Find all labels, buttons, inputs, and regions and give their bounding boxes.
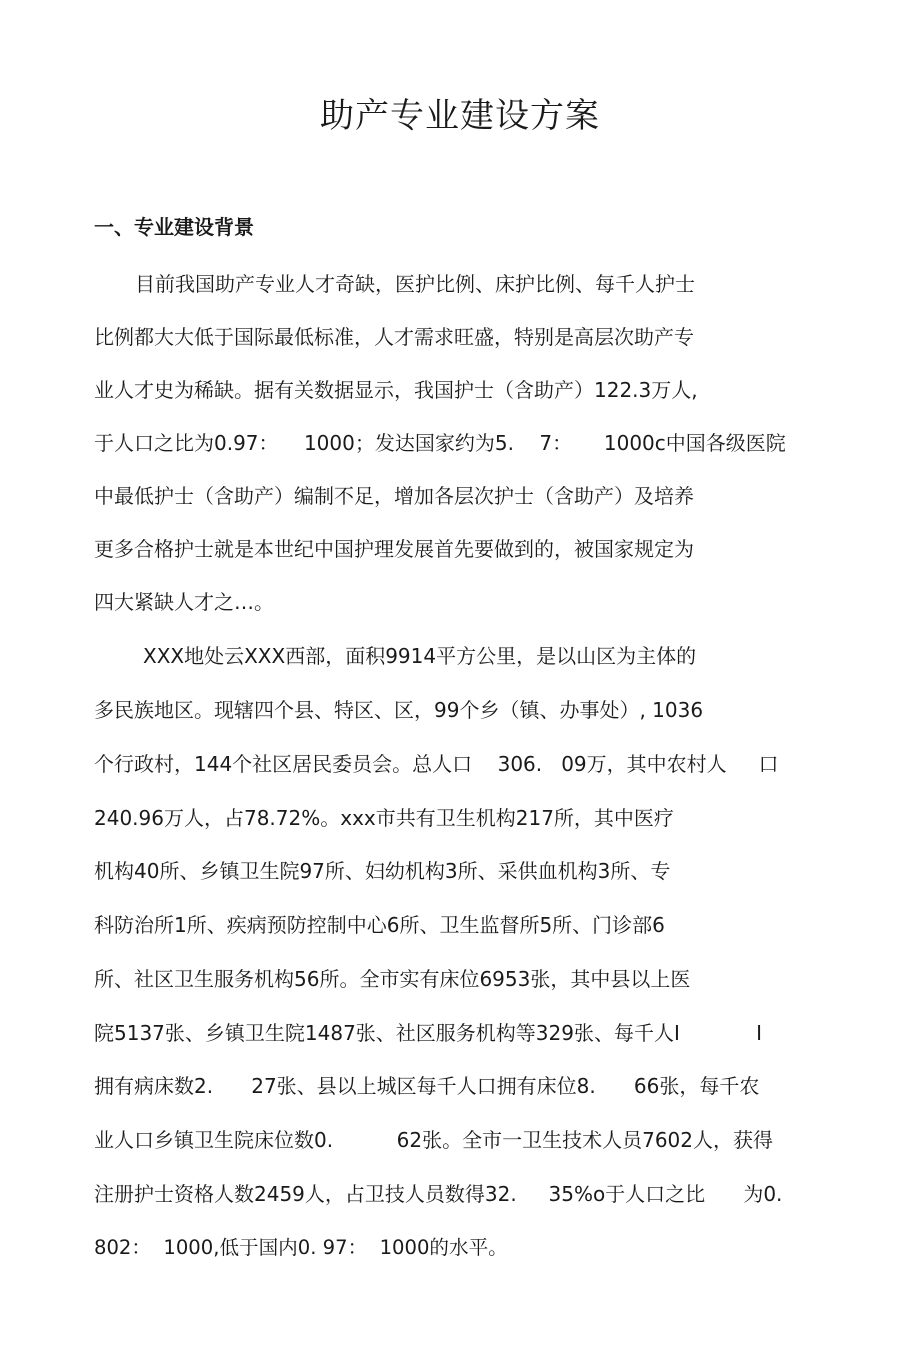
paragraph-line: 院5137张、乡镇卫生院1487张、社区服务机构等329张、每千人I I (94, 1021, 763, 1045)
paragraph-line: 所、社区卫生服务机构56所。全市实有床位6953张，其中县以上医 (94, 967, 691, 991)
paragraph-line: 802： 1000,低于国内0. 97： 1000的水平。 (94, 1236, 508, 1259)
paragraph-line: 业人口乡镇卫生院床位数0. 62张。全市一卫生技术人员7602人，获得 (94, 1128, 774, 1152)
paragraph-line: 拥有病床数2. 27张、县以上城区每千人口拥有床位8. 66张，每千农 (94, 1074, 760, 1098)
paragraph-line: 科防治所1所、疾病预防控制中心6所、卫生监督所5所、门诊部6 (94, 913, 665, 937)
paragraph-line: 多民族地区。现辖四个县、特区、区，99个乡（镇、办事处）, 1036 (94, 698, 704, 722)
paragraph-line: XXX地处云XXX西部，面积9914平方公里，是以山区为主体的 (143, 644, 697, 668)
paragraph-line: 目前我国助产专业人才奇缺，医护比例、床护比例、每千人护士 (135, 272, 695, 296)
paragraph-line: 注册护士资格人数2459人，占卫技人员数得32. 35%o于人口之比 为0. (94, 1182, 783, 1206)
paragraph-line: 于人口之比为0.97： 1000；发达国家约为5. 7： 1000c中国各级医院 (94, 431, 786, 455)
paragraph-line: 更多合格护士就是本世纪中国护理发展首先要做到的，被国家规定为 (94, 537, 694, 561)
paragraph-line: 比例都大大低于国际最低标准，人才需求旺盛，特别是高层次助产专 (94, 325, 694, 349)
paragraph-line: 业人才史为稀缺。据有关数据显示，我国护士（含助产）122.3万人, (94, 378, 698, 402)
document-title: 助产专业建设方案 (320, 96, 600, 136)
section-heading: 一、专业建设背景 (94, 215, 254, 239)
paragraph-line: 个行政村，144个社区居民委员会。总人口 306. 09万，其中农村人 口 (94, 752, 779, 776)
paragraph-line: 机构40所、乡镇卫生院97所、妇幼机构3所、采供血机构3所、专 (94, 859, 671, 883)
paragraph-line: 240.96万人，占78.72%。xxx市共有卫生机构217所，其中医疗 (94, 806, 674, 830)
paragraph-line: 中最低护士（含助产）编制不足，增加各层次护士（含助产）及培养 (94, 484, 694, 508)
paragraph-line: 四大紧缺人才之…。 (94, 590, 274, 614)
